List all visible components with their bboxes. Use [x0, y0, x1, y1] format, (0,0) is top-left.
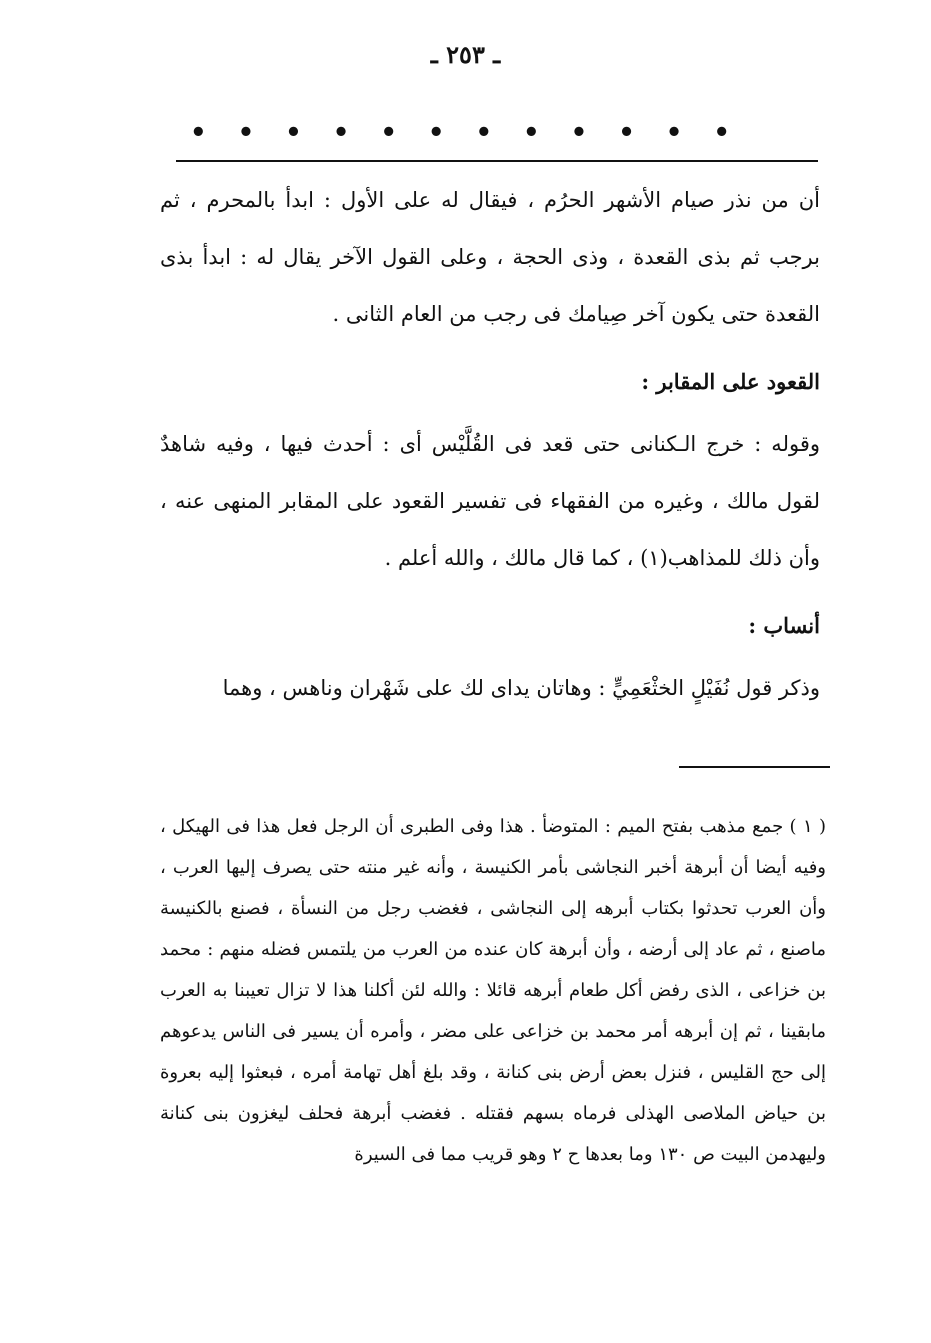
ornament-dot: •: [523, 118, 540, 148]
paragraph-nufayl: وذكر قول نُفَيْلٍ الخثْعَمِيٍّ : وهاتان يداى لك على شَهْران وناهس ، وهما: [222, 676, 820, 700]
ornament-dot: •: [665, 118, 683, 148]
ornament-dot: •: [237, 118, 255, 148]
ornament-dot: •: [380, 118, 397, 148]
footnote: [160, 806, 826, 1175]
ornament-dot: •: [427, 118, 445, 148]
section-heading-sitting-on-graves: القعود على المقابر :: [641, 369, 820, 394]
ornament-dot: •: [285, 118, 302, 148]
footnote-divider: [679, 766, 830, 768]
section-heading-genealogies: أنساب :: [748, 613, 820, 638]
ornament-dot: •: [332, 118, 350, 148]
ornament-dot: •: [475, 118, 493, 148]
ornament-dot: •: [713, 118, 730, 148]
header-divider: [176, 160, 818, 162]
footnote-text: ( ١ ) جمع مذهب بفتح الميم : المتوضأ . هذا وفى الطبرى أن الرجل فعل هذا فى الهيكل ، وفيه أيضا أن أبرهة أخبر النجاشى بأمر الكنيسة ، وأنه غير منته حتى يصرف إليها العرب ، وأن العرب تحدثوا بكتاب أبرهه إلى النجاشى ، فغضب رجل من النسأة ، فصنع بالكنيسة ماصنع ، ثم عاد إلى أرضه ، وأن أبرهة كان عنده من العرب من يلتمس فضله منهم : محمد بن خزاعى ، الذى رفض أكل طعام أبرهه قائلا : والله لئن أكلنا هذا لا تزال تعيبنا به العرب مابقينا ، ثم إن أبرهه أمر محمد بن خزاعى على مضر ، وأمره أن يسير فى الناس يدعوهم إلى حج القليس ، فنزل بعض أرض بنى كنانة ، وقد بلغ أهل تهامة أمره ، فبعثوا إليه بعروة بن حياض الملاصى الهذلى فرماه بسهم فقتله . فغضب أبرهة فحلف ليغزون بنى كنانة وليهدمن البيت ص ١٣٠ وما بعدها ح ٢ وهو قريب مما فى السيرة: [160, 816, 826, 1165]
paragraph-kinani: وقوله : خرج الـكنانى حتى قعد فى القُلَّيْس أى : أحدث فيها ، وفيه شاهدٌ لقول مالك ، وغيره من الفقهاء فى تفسير القعود على المقابر المنهى عنه ، وأن ذلك للمذاهب(١) ، كما قال مالك ، والله أعلم .: [160, 432, 820, 570]
page-number: ـ ٢٥٣ ـ: [430, 40, 501, 69]
ornament-dot: •: [618, 118, 635, 148]
main-text: [160, 172, 820, 717]
ornament-dots: [190, 118, 730, 148]
ornament-dot: •: [190, 118, 207, 148]
paragraph-fasting: أن من نذر صيام الأشهر الحرُم ، فيقال له على الأول : ابدأ بالمحرم ، ثم برجب ثم بذى القعدة ، وذى الحجة ، وعلى القول الآخر يقال له : ابدأ بذى القعدة حتى يكون آخر صِيامك فى رجب من العام الثانى .: [160, 188, 820, 326]
ornament-dot: •: [570, 118, 588, 148]
